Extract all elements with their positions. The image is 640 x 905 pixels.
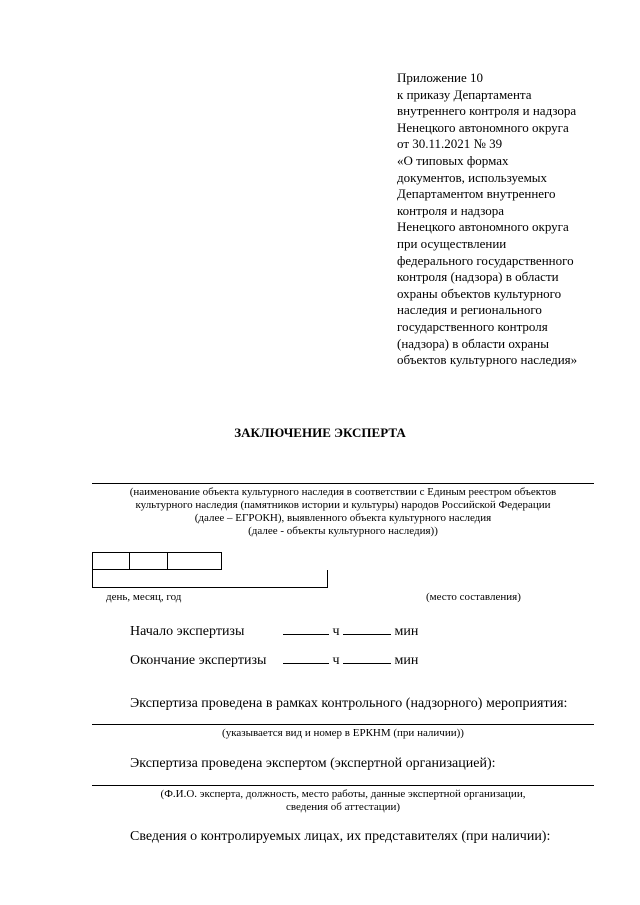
appendix-line: (надзора) в области охраны	[397, 335, 549, 351]
start-hours-unit: ч	[332, 624, 340, 639]
end-hours-unit: ч	[332, 653, 340, 668]
end-minutes-field[interactable]	[343, 651, 391, 664]
appendix-line: Департаментом внутреннего	[397, 186, 556, 202]
appendix-block	[397, 70, 612, 369]
start-hours-field[interactable]	[283, 622, 329, 635]
appendix-line: федерального государственного	[397, 252, 574, 268]
document-title: ЗАКЛЮЧЕНИЕ ЭКСПЕРТА	[234, 425, 406, 440]
year-cell[interactable]	[167, 553, 221, 569]
expert-line[interactable]	[92, 785, 594, 786]
appendix-line: «О типовых формах	[397, 152, 509, 168]
object-caption-line: (наименование объекта культурного наследия в соответствии с Единым реестром объектов	[129, 486, 557, 498]
start-row	[130, 622, 418, 640]
appendix-line: Ненецкого автономного округа	[397, 119, 569, 135]
appendix-line: от 30.11.2021 № 39	[397, 136, 503, 152]
appendix-line: к приказу Департамента	[397, 86, 532, 102]
end-label: Окончание экспертизы	[130, 653, 267, 668]
appendix-line: внутреннего контроля и надзора	[397, 103, 577, 119]
appendix-line: государственного контроля	[397, 318, 548, 334]
month-cell[interactable]	[129, 553, 168, 569]
day-cell[interactable]	[93, 553, 130, 569]
start-label: Начало экспертизы	[130, 624, 245, 639]
expert-caption-line: (Ф.И.О. эксперта, должность, место работы, данные экспертной организации,	[160, 788, 526, 800]
appendix-line: объектов культурного наследия»	[397, 352, 578, 368]
control-event-line[interactable]	[92, 724, 594, 725]
object-name-caption	[60, 486, 626, 538]
object-caption-line: культурного наследия (памятников истории и культуры) народов Российской Федерации	[135, 499, 551, 511]
appendix-line: Ненецкого автономного округа	[397, 219, 569, 235]
place-label: (место составления)	[426, 591, 521, 603]
control-event-caption: (указывается вид и номер в ЕРКНМ (при наличии))	[222, 727, 464, 739]
object-caption-line: (далее - объекты культурного наследия))	[248, 525, 438, 537]
date-field[interactable]	[92, 552, 222, 570]
object-name-line[interactable]	[92, 483, 594, 484]
place-field[interactable]	[92, 570, 328, 588]
appendix-line: охраны объектов культурного	[397, 285, 562, 301]
appendix-line: контроля (надзора) в области	[397, 269, 559, 285]
expert-caption-line: сведения об аттестации)	[285, 801, 401, 813]
object-caption-line: (далее – ЕГРОКН), выявленного объекта культурного наследия	[194, 512, 492, 524]
appendix-line: наследия и регионального	[397, 302, 542, 318]
end-minutes-unit: мин	[394, 653, 419, 668]
expert-caption	[60, 788, 626, 814]
start-minutes-field[interactable]	[343, 622, 391, 635]
expert-label: Экспертиза проведена экспертом (экспертной организацией):	[130, 756, 496, 771]
appendix-line: документов, используемых	[397, 169, 548, 185]
controlled-persons-label: Сведения о контролируемых лицах, их представителях (при наличии):	[130, 829, 551, 844]
appendix-line: контроля и надзора	[397, 202, 505, 218]
control-event-label: Экспертиза проведена в рамках контрольного (надзорного) мероприятия:	[130, 696, 568, 711]
appendix-line: Приложение 10	[397, 70, 484, 85]
start-minutes-unit: мин	[394, 624, 419, 639]
appendix-line: при осуществлении	[397, 235, 507, 251]
end-row	[130, 651, 418, 669]
end-hours-field[interactable]	[283, 651, 329, 664]
date-label: день, месяц, год	[106, 591, 182, 603]
